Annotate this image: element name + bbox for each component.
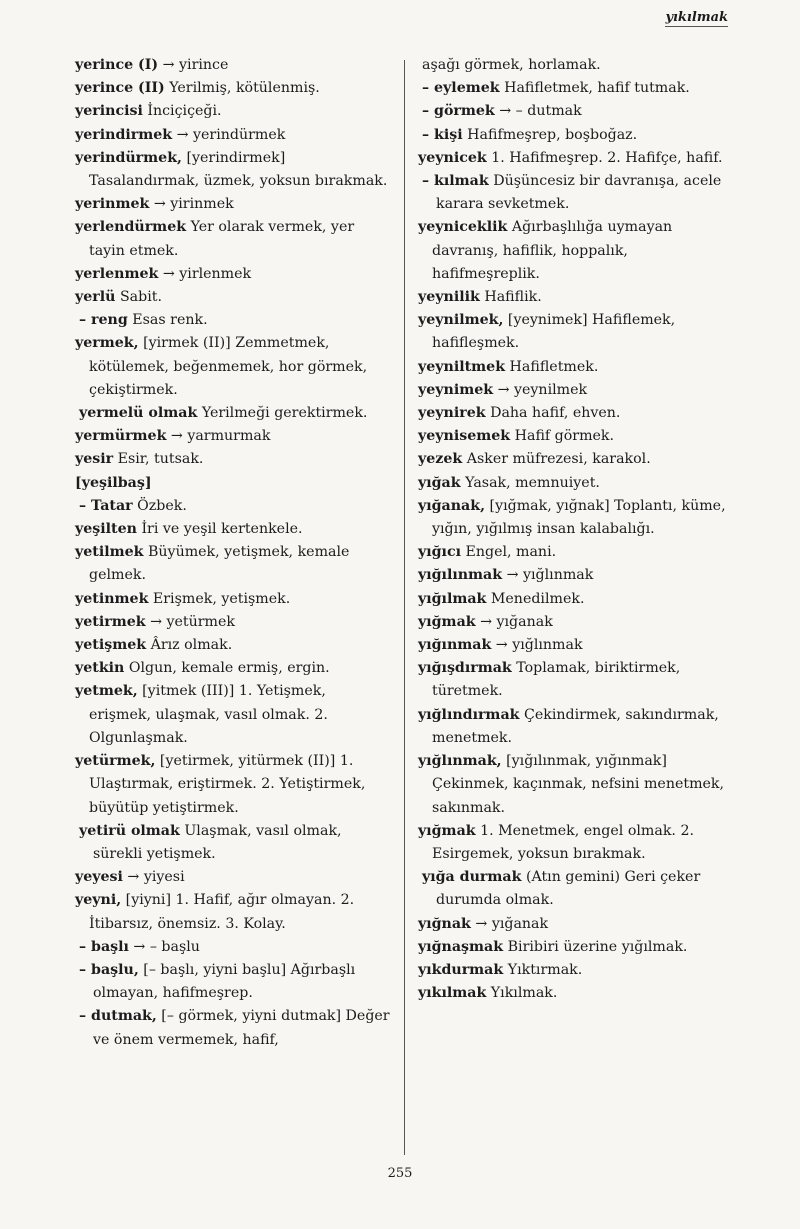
- dictionary-entry: [418, 100, 740, 123]
- entry-headword: – dutmak,: [79, 1008, 157, 1025]
- dictionary-entry: [75, 402, 390, 425]
- dictionary-entry: [75, 889, 390, 935]
- dictionary-entry: [75, 147, 390, 193]
- entry-definition: Hafif görmek.: [510, 428, 615, 445]
- dictionary-entry: [418, 425, 740, 448]
- dictionary-entry: [418, 402, 740, 425]
- entry-definition: Ağırbaşlılığa uymayan davranış, hafiflik, hoppalık, hafifmeşreplik.: [432, 219, 673, 282]
- entry-headword: yeyniltmek: [418, 358, 506, 375]
- entry-definition: Esas renk.: [127, 312, 208, 329]
- entry-headword: – kılmak: [422, 173, 489, 190]
- entry-definition: Olgun, kemale ermiş, ergin.: [124, 660, 330, 677]
- entry-headword: yığışdırmak: [418, 660, 512, 677]
- entry-headword: yermelü olmak: [79, 405, 198, 422]
- entry-headword: yerlü: [75, 289, 116, 306]
- entry-definition: [yığmak, yığnak] Toplantı, küme, yığın, yığılmış insan kalabalığı.: [432, 497, 726, 538]
- dictionary-entry: [75, 309, 390, 332]
- entry-headword: yerlendürmek: [75, 219, 187, 236]
- entry-headword: – Tatar: [79, 497, 133, 514]
- entry-definition: Menedilmek.: [486, 590, 585, 607]
- entry-definition: → – başlu: [128, 938, 200, 955]
- entry-definition: [yetirmek, yitürmek (II)] 1. Ulaştırmak, eriştirmek. 2. Yetiştirmek, büyütüp yetiştirmek.: [89, 753, 366, 816]
- entry-definition: Yerilmeği gerektirmek.: [197, 405, 368, 422]
- dictionary-entry: [75, 332, 390, 402]
- dictionary-entry: [418, 936, 740, 959]
- entry-definition: Çekindirmek, sakındırmak, menetmek.: [432, 706, 719, 746]
- entry-headword: yıkdurmak: [418, 961, 504, 978]
- dictionary-entry: [75, 541, 390, 587]
- dictionary-entry: [75, 472, 390, 495]
- entry-definition: [yirmek (II)] Zemmetmek, kötülemek, beğenmemek, hor görmek, çekiştirmek.: [89, 335, 368, 398]
- dictionary-entry: [418, 564, 740, 587]
- entry-headword: yeyesi: [75, 869, 123, 886]
- entry-definition: → yeynilmek: [493, 381, 588, 398]
- entry-definition: Yıktırmak.: [503, 961, 583, 978]
- right-column: [418, 54, 740, 1005]
- entry-definition: Büyümek, yetişmek, kemale gelmek.: [89, 544, 350, 584]
- dictionary-entry: [418, 216, 740, 286]
- dictionary-entry: [75, 657, 390, 680]
- entry-headword: yerinmek: [75, 196, 150, 213]
- dictionary-entry: [418, 147, 740, 170]
- dictionary-entry: [418, 286, 740, 309]
- entry-definition: Toplamak, biriktirmek, türetmek.: [432, 660, 681, 700]
- entry-headword: yığmak: [418, 822, 476, 839]
- dictionary-entry: [75, 100, 390, 123]
- entry-headword: – kişi: [422, 126, 463, 143]
- entry-headword: yetkin: [75, 660, 125, 677]
- entry-definition: İri ve yeşil kertenkele.: [136, 521, 303, 538]
- entry-headword: yığak: [418, 474, 461, 491]
- entry-headword: yığınmak: [418, 637, 492, 654]
- entry-definition: Ulaşmak, vasıl olmak, sürekli yetişmek.: [93, 822, 342, 862]
- entry-definition: → yiyesi: [122, 869, 185, 886]
- entry-headword: yetirmek: [75, 613, 146, 630]
- entry-definition: Sabit.: [115, 289, 162, 306]
- entry-definition: Yıkılmak.: [486, 985, 558, 1002]
- entry-headword: yığıcı: [418, 544, 461, 561]
- entry-headword: – başlu,: [79, 961, 139, 978]
- entry-headword: yıkılmak: [418, 985, 487, 1002]
- entry-headword: yığmak: [418, 613, 476, 630]
- entry-definition: → yığanak: [470, 915, 549, 932]
- entry-definition: [yeynimek] Hafiflemek, hafifleşmek.: [432, 312, 676, 352]
- entry-headword: yeyniceklik: [418, 219, 508, 236]
- entry-definition: → – dutmak: [494, 103, 582, 120]
- entry-headword: – reng: [79, 312, 128, 329]
- dictionary-entry: [418, 982, 740, 1005]
- dictionary-entry: [75, 263, 390, 286]
- entry-headword: yerincisi: [75, 103, 143, 120]
- entry-definition: Hafifletmek, hafif tutmak.: [499, 80, 690, 97]
- entry-headword: yezek: [418, 451, 463, 468]
- entry-definition: Hafiflik.: [479, 289, 542, 306]
- entry-headword: yeynirek: [418, 405, 486, 422]
- entry-headword: yığa durmak: [422, 869, 522, 886]
- dictionary-entry: [75, 425, 390, 448]
- entry-definition: Özbek.: [132, 497, 187, 514]
- dictionary-entry: [75, 634, 390, 657]
- dictionary-entry: [418, 541, 740, 564]
- dictionary-entry: [75, 866, 390, 889]
- dictionary-entry: [418, 634, 740, 657]
- entry-headword: yerlenmek: [75, 265, 159, 282]
- dictionary-entry: [75, 77, 390, 100]
- dictionary-entry: [418, 820, 740, 866]
- entry-definition: [yitmek (III)] 1. Yetişmek, erişmek, ulaşmak, vasıl olmak. 2. Olgunlaşmak.: [89, 683, 328, 746]
- dictionary-entry: [75, 820, 390, 866]
- left-column: [75, 54, 390, 1052]
- page-number: 255: [387, 1166, 413, 1181]
- dictionary-entry: [418, 495, 740, 541]
- entry-definition: → yirlenmek: [158, 265, 252, 282]
- entry-definition: Daha hafif, ehven.: [485, 405, 621, 422]
- entry-definition: (Atın gemini) Geri çeker durumda olmak.: [436, 869, 701, 909]
- entry-definition: Yer olarak vermek, yer tayin etmek.: [89, 219, 355, 259]
- entry-headword: yeynicek: [418, 149, 487, 166]
- entry-headword: yetinmek: [75, 590, 149, 607]
- entry-definition: → yığlınmak: [502, 567, 594, 584]
- entry-headword: – başlı: [79, 938, 129, 955]
- entry-definition: 1. Hafifmeşrep. 2. Hafifçe, hafif.: [486, 149, 723, 166]
- running-head: yıkılmak: [665, 10, 728, 25]
- entry-headword: yığanak,: [418, 497, 486, 514]
- dictionary-entry: [75, 588, 390, 611]
- entry-headword: yerindürmek,: [75, 149, 182, 166]
- dictionary-entry: [75, 936, 390, 959]
- dictionary-entry: [75, 124, 390, 147]
- entry-definition: → yirince: [158, 57, 229, 73]
- entry-definition: Erişmek, yetişmek.: [148, 590, 291, 607]
- dictionary-entry: [418, 54, 740, 77]
- entry-definition: Hafifletmek.: [505, 358, 599, 375]
- entry-definition: Asker müfrezesi, karakol.: [462, 451, 651, 468]
- dictionary-entry: [75, 216, 390, 262]
- dictionary-entry: [418, 913, 740, 936]
- dictionary-entry: [418, 657, 740, 703]
- entry-definition: Esir, tutsak.: [113, 451, 204, 468]
- entry-headword: – eylemek: [422, 80, 500, 97]
- entry-headword: yeşilten: [75, 521, 137, 538]
- entry-definition: Yerilmiş, kötülenmiş.: [164, 80, 320, 97]
- entry-definition: Engel, mani.: [460, 544, 557, 561]
- dictionary-entry: [418, 448, 740, 471]
- entry-definition: 1. Menetmek, engel olmak. 2. Esirgemek, yoksun bırakmak.: [432, 822, 694, 862]
- dictionary-entry: [418, 866, 740, 912]
- entry-headword: yığlınmak,: [418, 753, 502, 770]
- dictionary-entry: [75, 448, 390, 471]
- entry-headword: yetmek,: [75, 683, 138, 700]
- dictionary-entry: [75, 1005, 390, 1051]
- dictionary-entry: [418, 704, 740, 750]
- entry-headword: yetişmek: [75, 637, 147, 654]
- dictionary-entry: [75, 286, 390, 309]
- entry-definition: İnciçiçeği.: [142, 103, 222, 120]
- entry-headword: yermürmek: [75, 428, 167, 445]
- dictionary-entry: [418, 356, 740, 379]
- entry-headword: – görmek: [422, 103, 495, 120]
- dictionary-entry: [418, 472, 740, 495]
- entry-definition: Düşüncesiz bir davranışa, acele karara sevketmek.: [436, 173, 722, 213]
- entry-definition: Yasak, memnuiyet.: [460, 474, 600, 491]
- entry-headword: [yeşilbaş]: [75, 474, 152, 491]
- dictionary-entry: [418, 170, 740, 216]
- entry-headword: yerince (I): [75, 57, 159, 73]
- entry-definition: → yarmurmak: [166, 428, 271, 445]
- entry-headword: yeynilmek,: [418, 312, 504, 329]
- entry-definition: → yerindürmek: [172, 126, 286, 143]
- entry-definition: [yerindirmek] Tasalandırmak, üzmek, yoksun bırakmak.: [89, 149, 388, 190]
- entry-definition: → yetürmek: [145, 613, 235, 630]
- entry-headword: yeyni,: [75, 892, 122, 909]
- dictionary-entry: [75, 518, 390, 541]
- dictionary-entry: [418, 588, 740, 611]
- dictionary-entry: [75, 959, 390, 1005]
- dictionary-entry: [75, 750, 390, 820]
- dictionary-entry: [418, 124, 740, 147]
- entry-definition: aşağı görmek, horlamak.: [422, 57, 601, 73]
- entry-headword: yetirü olmak: [79, 822, 180, 839]
- dictionary-entry: [75, 611, 390, 634]
- entry-headword: yığılmak: [418, 590, 487, 607]
- entry-headword: yetürmek,: [75, 753, 156, 770]
- entry-definition: → yığanak: [475, 613, 553, 630]
- dictionary-entry: [418, 77, 740, 100]
- entry-headword: yığılınmak: [418, 567, 503, 584]
- entry-definition: Hafifmeşrep, boşboğaz.: [462, 126, 638, 143]
- dictionary-entry: [75, 54, 390, 77]
- dictionary-entry: [418, 959, 740, 982]
- entry-definition: → yirinmek: [149, 196, 234, 213]
- entry-headword: yığnak: [418, 915, 471, 932]
- entry-headword: yermek,: [75, 335, 139, 352]
- dictionary-entry: [418, 750, 740, 820]
- column-divider: [404, 60, 405, 1155]
- entry-headword: yeynilik: [418, 289, 480, 306]
- entry-definition: → yığlınmak: [491, 637, 583, 654]
- entry-headword: yesir: [75, 451, 114, 468]
- entry-headword: yerindirmek: [75, 126, 173, 143]
- entry-definition: [yiyni] 1. Hafif, ağır olmayan. 2. İtibarsız, önemsiz. 3. Kolay.: [89, 892, 355, 932]
- entry-definition: [yığılınmak, yığınmak] Çekinmek, kaçınmak, nefsini menetmek, sakınmak.: [432, 753, 725, 816]
- dictionary-entry: [418, 379, 740, 402]
- entry-definition: [– görmek, yiyni dutmak] Değer ve önem vermemek, hafif,: [93, 1008, 390, 1048]
- entry-definition: Biribiri üzerine yığılmak.: [503, 938, 688, 955]
- entry-headword: yığlındırmak: [418, 706, 520, 723]
- dictionary-entry: [75, 193, 390, 216]
- entry-headword: yerince (II): [75, 80, 165, 97]
- dictionary-entry: [75, 495, 390, 518]
- dictionary-entry: [418, 309, 740, 355]
- entry-headword: yetilmek: [75, 544, 144, 561]
- entry-definition: Ârız olmak.: [146, 637, 233, 654]
- entry-headword: yeynisemek: [418, 428, 511, 445]
- entry-headword: yeynimek: [418, 381, 494, 398]
- dictionary-entry: [418, 611, 740, 634]
- entry-headword: yığnaşmak: [418, 938, 504, 955]
- dictionary-entry: [75, 680, 390, 750]
- entry-definition: [– başlı, yiyni başlu] Ağırbaşlı olmayan, hafifmeşrep.: [93, 961, 356, 1002]
